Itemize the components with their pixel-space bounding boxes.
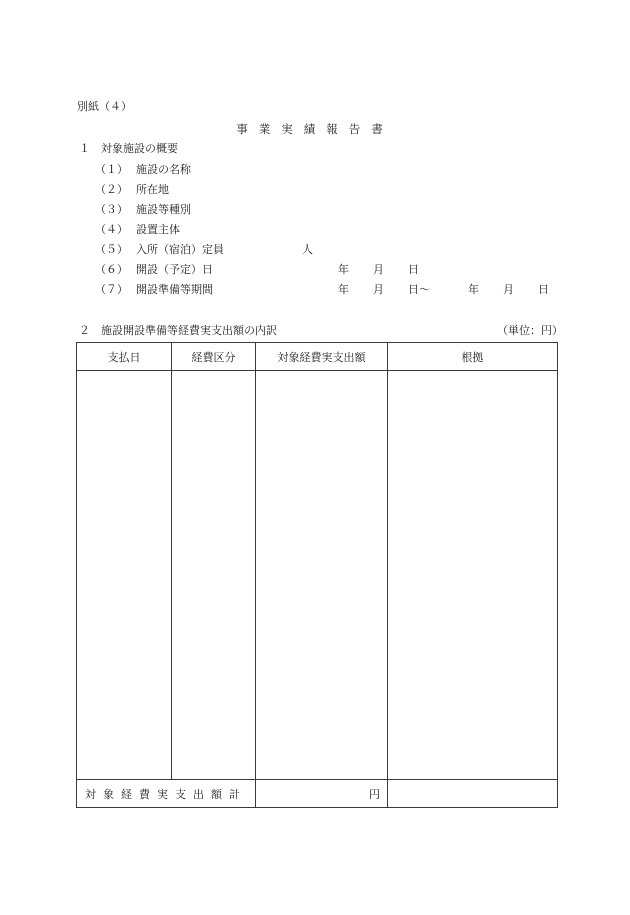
expense-table: [76, 342, 558, 808]
item-label: 所在地: [136, 183, 169, 196]
item-number: （４）: [95, 223, 128, 236]
item-number: （５）: [95, 243, 128, 256]
month-unit: 月: [373, 283, 384, 296]
item-number: （６）: [95, 263, 128, 276]
item-number: （２）: [95, 183, 128, 196]
attachment-label: 別紙（４）: [77, 100, 132, 113]
item-label: 施設等種別: [136, 203, 191, 216]
table-body-row: [77, 371, 558, 780]
year-unit: 年: [338, 283, 349, 296]
expense-category-cell[interactable]: [172, 371, 256, 780]
item-number: （７）: [95, 283, 128, 296]
total-basis-cell[interactable]: [388, 780, 558, 808]
column-header-payment-date: 支払日: [77, 343, 172, 371]
actual-expenditure-cell[interactable]: [256, 371, 388, 780]
month-unit: 月: [373, 263, 384, 276]
item-label: 入所（宿泊）定員: [136, 243, 224, 256]
item-label: 開設（予定）日: [136, 263, 213, 276]
month-unit: 月: [503, 283, 514, 296]
payment-date-cell[interactable]: [77, 371, 172, 780]
section2-heading: ２ 施設開設準備等経費実支出額の内訳: [79, 324, 277, 337]
capacity-unit: 人: [302, 243, 313, 256]
column-header-expense-category: 経費区分: [172, 343, 256, 371]
section1-heading: １ 対象施設の概要: [79, 142, 178, 155]
year-unit: 年: [468, 283, 479, 296]
total-label: 対象経費実支出額計: [77, 780, 256, 808]
day-unit: 日: [408, 263, 419, 276]
day-unit: 日: [538, 283, 549, 296]
year-unit: 年: [338, 263, 349, 276]
item-label: 施設の名称: [136, 163, 191, 176]
table-header-row: [77, 343, 558, 371]
item-number: （１）: [95, 163, 128, 176]
item-label: 開設準備等期間: [136, 283, 213, 296]
item-number: （３）: [95, 203, 128, 216]
currency-unit-label: （単位：円）: [497, 324, 563, 337]
basis-cell[interactable]: [388, 371, 558, 780]
item-label: 設置主体: [136, 223, 180, 236]
document-title: 事業実績報告書: [236, 122, 394, 136]
total-row: [77, 780, 558, 808]
total-amount-cell[interactable]: 円: [256, 780, 388, 808]
column-header-actual-expenditure: 対象経費実支出額: [256, 343, 388, 371]
column-header-basis: 根拠: [388, 343, 558, 371]
day-from-unit: 日〜: [408, 283, 430, 296]
